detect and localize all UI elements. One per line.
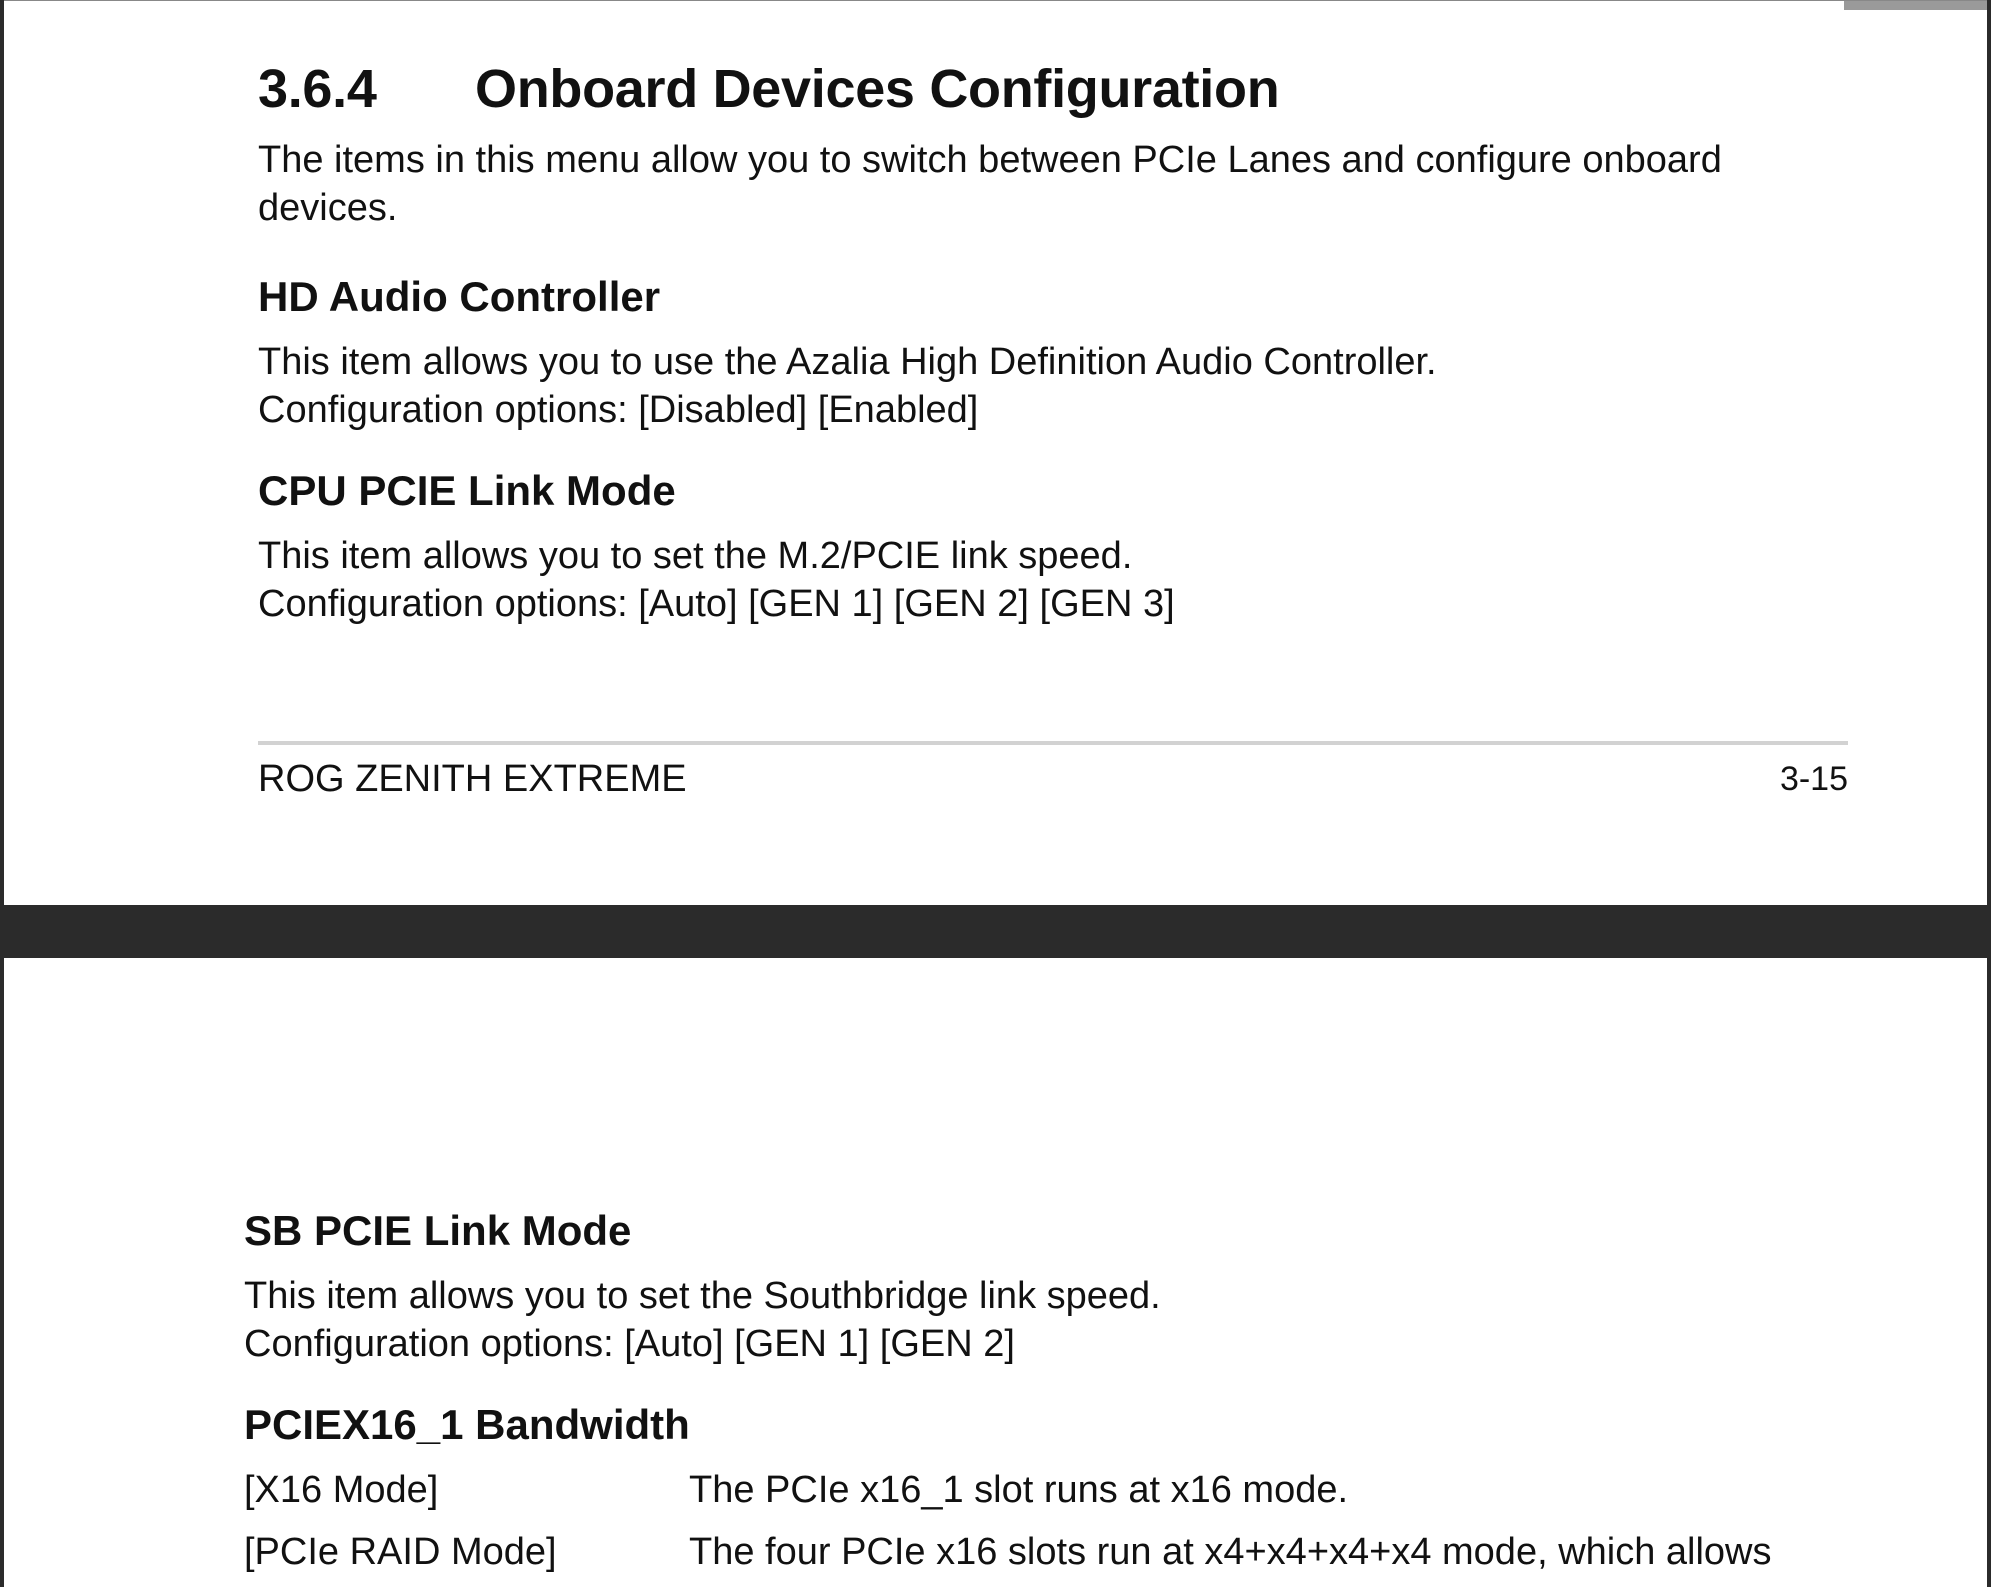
option-description-pcie-raid-mode: The four PCIe x16 slots run at x4+x4+x4+x4 mode, which allows	[689, 1531, 1772, 1573]
intro-text-line-2: devices.	[258, 187, 398, 229]
option-description-x16-mode: The PCIe x16_1 slot runs at x16 mode.	[689, 1469, 1349, 1511]
item-heading-pciex16-bandwidth: PCIEX16_1 Bandwidth	[244, 1401, 690, 1448]
item-description-sb-pcie: This item allows you to set the Southbridge link speed.	[244, 1275, 1161, 1317]
item-heading-cpu-pcie: CPU PCIE Link Mode	[258, 467, 676, 514]
option-label-x16-mode: [X16 Mode]	[244, 1469, 439, 1511]
scrollbar-thumb[interactable]	[1844, 1, 1987, 10]
item-heading-sb-pcie: SB PCIE Link Mode	[244, 1207, 632, 1254]
option-label-pcie-raid-mode: [PCIe RAID Mode]	[244, 1531, 557, 1573]
item-options-hd-audio: Configuration options: [Disabled] [Enabled]	[258, 389, 979, 431]
item-options-sb-pcie: Configuration options: [Auto] [GEN 1] [GEN 2]	[244, 1323, 1015, 1365]
item-heading-hd-audio: HD Audio Controller	[258, 273, 661, 320]
footer-divider	[258, 741, 1848, 745]
intro-text-line-1: The items in this menu allow you to switch between PCIe Lanes and configure onboard	[258, 139, 1722, 181]
item-description-hd-audio: This item allows you to use the Azalia High Definition Audio Controller.	[258, 341, 1437, 383]
section-title: Onboard Devices Configuration	[475, 59, 1280, 119]
footer-page-number: 3-15	[1779, 760, 1848, 798]
item-options-cpu-pcie: Configuration options: [Auto] [GEN 1] [GEN 2] [GEN 3]	[258, 583, 1175, 625]
document-page-bottom	[4, 958, 1987, 1587]
document-page-top	[4, 0, 1987, 905]
footer-product-name: ROG ZENITH EXTREME	[258, 758, 687, 800]
section-heading	[258, 57, 1279, 121]
section-number: 3.6.4	[258, 59, 377, 119]
item-description-cpu-pcie: This item allows you to set the M.2/PCIE link speed.	[258, 535, 1133, 577]
